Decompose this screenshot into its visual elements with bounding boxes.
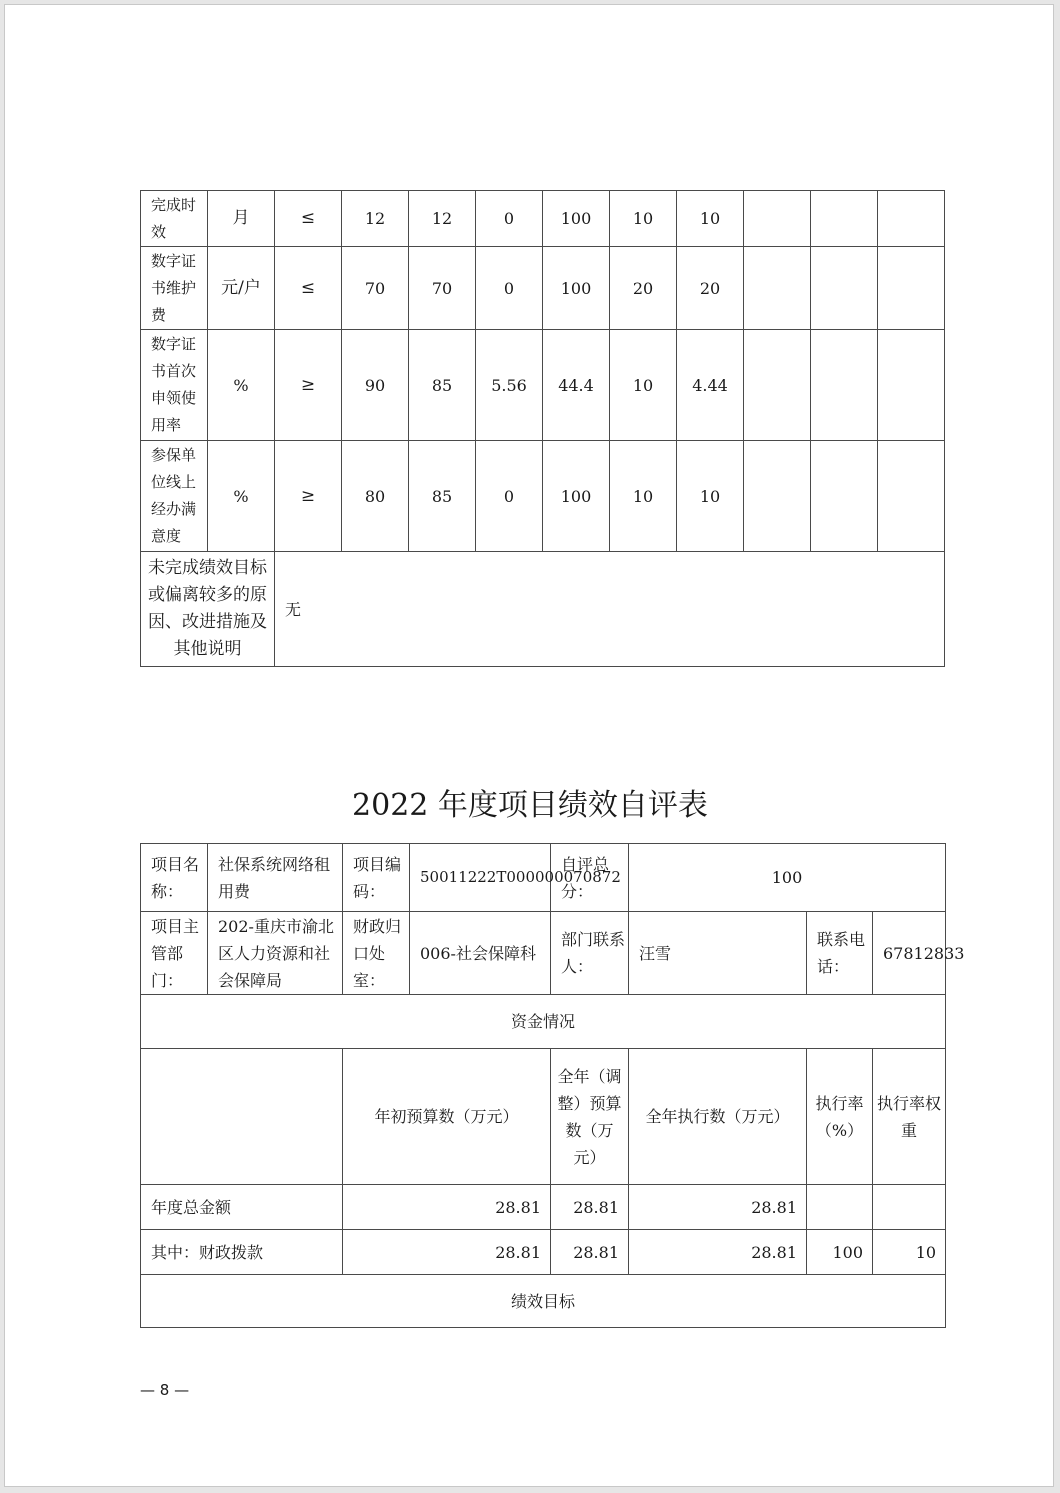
table-row [141, 247, 945, 330]
fund-executed: 28.81 [629, 1230, 807, 1275]
table-row [141, 995, 946, 1049]
table-row [141, 1230, 946, 1275]
page-title: 2022 年度项目绩效自评表 [352, 788, 708, 823]
empty-cell [878, 330, 945, 441]
office-value: 006-社会保障科 [410, 912, 551, 995]
self-evaluation-table [140, 843, 965, 1328]
indicator-score: 20 [677, 247, 744, 330]
self-score-value: 100 [629, 844, 946, 912]
col-header-executed: 全年执行数（万元） [629, 1049, 807, 1185]
table-row [141, 330, 945, 441]
table-row [141, 191, 945, 247]
project-code-label: 项目编码： [343, 844, 410, 912]
explanation-label: 未完成绩效目标或偏离较多的原因、改进措施及其他说明 [141, 552, 275, 667]
indicator-rate: 100 [543, 247, 610, 330]
indicator-name: 数字证书首次申领使用率 [141, 330, 208, 441]
col-header-exec-rate: 执行率（%） [807, 1049, 873, 1185]
indicator-name: 参保单位线上经办满意度 [141, 441, 208, 552]
contact-value: 汪雪 [629, 912, 807, 995]
phone-value: 67812833 [873, 912, 946, 995]
indicator-name: 数字证书维护费 [141, 247, 208, 330]
indicator-weight: 10 [610, 441, 677, 552]
table-row [141, 1275, 946, 1328]
phone-label: 联系电话： [807, 912, 873, 995]
indicator-rate: 100 [543, 441, 610, 552]
fund-initial: 28.81 [343, 1230, 551, 1275]
fund-rate-weight: 10 [873, 1230, 946, 1275]
targets-section-title: 绩效目标 [141, 1275, 946, 1328]
fund-initial: 28.81 [343, 1185, 551, 1230]
indicator-operator: ≥ [275, 330, 342, 441]
indicator-actual: 70 [409, 247, 476, 330]
empty-cell [811, 330, 878, 441]
table-row [141, 844, 946, 912]
indicator-deviation: 0 [476, 191, 543, 247]
indicator-deviation: 0 [476, 441, 543, 552]
office-label: 财政归口处室： [343, 912, 410, 995]
empty-cell [744, 247, 811, 330]
empty-cell [744, 191, 811, 247]
indicator-score: 4.44 [677, 330, 744, 441]
indicator-unit: 元/户 [208, 247, 275, 330]
dept-label: 项目主管部门： [141, 912, 208, 995]
indicator-score: 10 [677, 191, 744, 247]
table-row [141, 1185, 946, 1230]
fund-adjusted: 28.81 [551, 1185, 629, 1230]
indicator-operator: ≤ [275, 191, 342, 247]
indicator-score: 10 [677, 441, 744, 552]
indicator-operator: ≤ [275, 247, 342, 330]
project-name-label: 项目名称： [141, 844, 208, 912]
contact-label: 部门联系人： [551, 912, 629, 995]
explanation-value: 无 [275, 552, 945, 667]
fund-row-label: 其中：财政拨款 [141, 1230, 343, 1275]
indicator-actual: 12 [409, 191, 476, 247]
indicator-operator: ≥ [275, 441, 342, 552]
table-row [141, 441, 945, 552]
indicator-target: 70 [342, 247, 409, 330]
fund-row-label: 年度总金额 [141, 1185, 343, 1230]
indicator-weight: 20 [610, 247, 677, 330]
col-header-adjusted-budget: 全年（调整）预算数（万元） [551, 1049, 629, 1185]
indicator-weight: 10 [610, 191, 677, 247]
fund-adjusted: 28.81 [551, 1230, 629, 1275]
fund-executed: 28.81 [629, 1185, 807, 1230]
indicator-target: 80 [342, 441, 409, 552]
table-row [141, 552, 945, 667]
self-score-label: 自评总分： [551, 844, 629, 912]
col-header-initial-budget: 年初预算数（万元） [343, 1049, 551, 1185]
indicator-unit: % [208, 441, 275, 552]
empty-cell [744, 441, 811, 552]
fund-rate-weight [873, 1185, 946, 1230]
table-row [141, 1049, 946, 1185]
empty-cell [141, 1049, 343, 1185]
fund-exec-rate: 100 [807, 1230, 873, 1275]
indicator-unit: % [208, 330, 275, 441]
col-header-rate-weight: 执行率权重 [873, 1049, 946, 1185]
indicator-rate: 44.4 [543, 330, 610, 441]
empty-cell [878, 441, 945, 552]
indicator-actual: 85 [409, 441, 476, 552]
indicator-name: 完成时效 [141, 191, 208, 247]
empty-cell [744, 330, 811, 441]
project-name-value: 社保系统网络租用费 [208, 844, 343, 912]
indicator-target: 12 [342, 191, 409, 247]
funds-section-title: 资金情况 [141, 995, 946, 1049]
dept-value: 202-重庆市渝北区人力资源和社会保障局 [208, 912, 343, 995]
empty-cell [811, 191, 878, 247]
indicator-target: 90 [342, 330, 409, 441]
indicator-deviation: 0 [476, 247, 543, 330]
empty-cell [811, 247, 878, 330]
project-code-value: 50011222T000000070872 [410, 844, 551, 912]
indicator-unit: 月 [208, 191, 275, 247]
page-number: — 8 — [140, 1381, 190, 1399]
empty-cell [878, 247, 945, 330]
empty-cell [811, 441, 878, 552]
table-row [141, 912, 946, 995]
indicator-deviation: 5.56 [476, 330, 543, 441]
indicator-actual: 85 [409, 330, 476, 441]
indicator-rate: 100 [543, 191, 610, 247]
fund-exec-rate [807, 1185, 873, 1230]
indicator-weight: 10 [610, 330, 677, 441]
performance-indicators-table [140, 190, 945, 667]
empty-cell [878, 191, 945, 247]
